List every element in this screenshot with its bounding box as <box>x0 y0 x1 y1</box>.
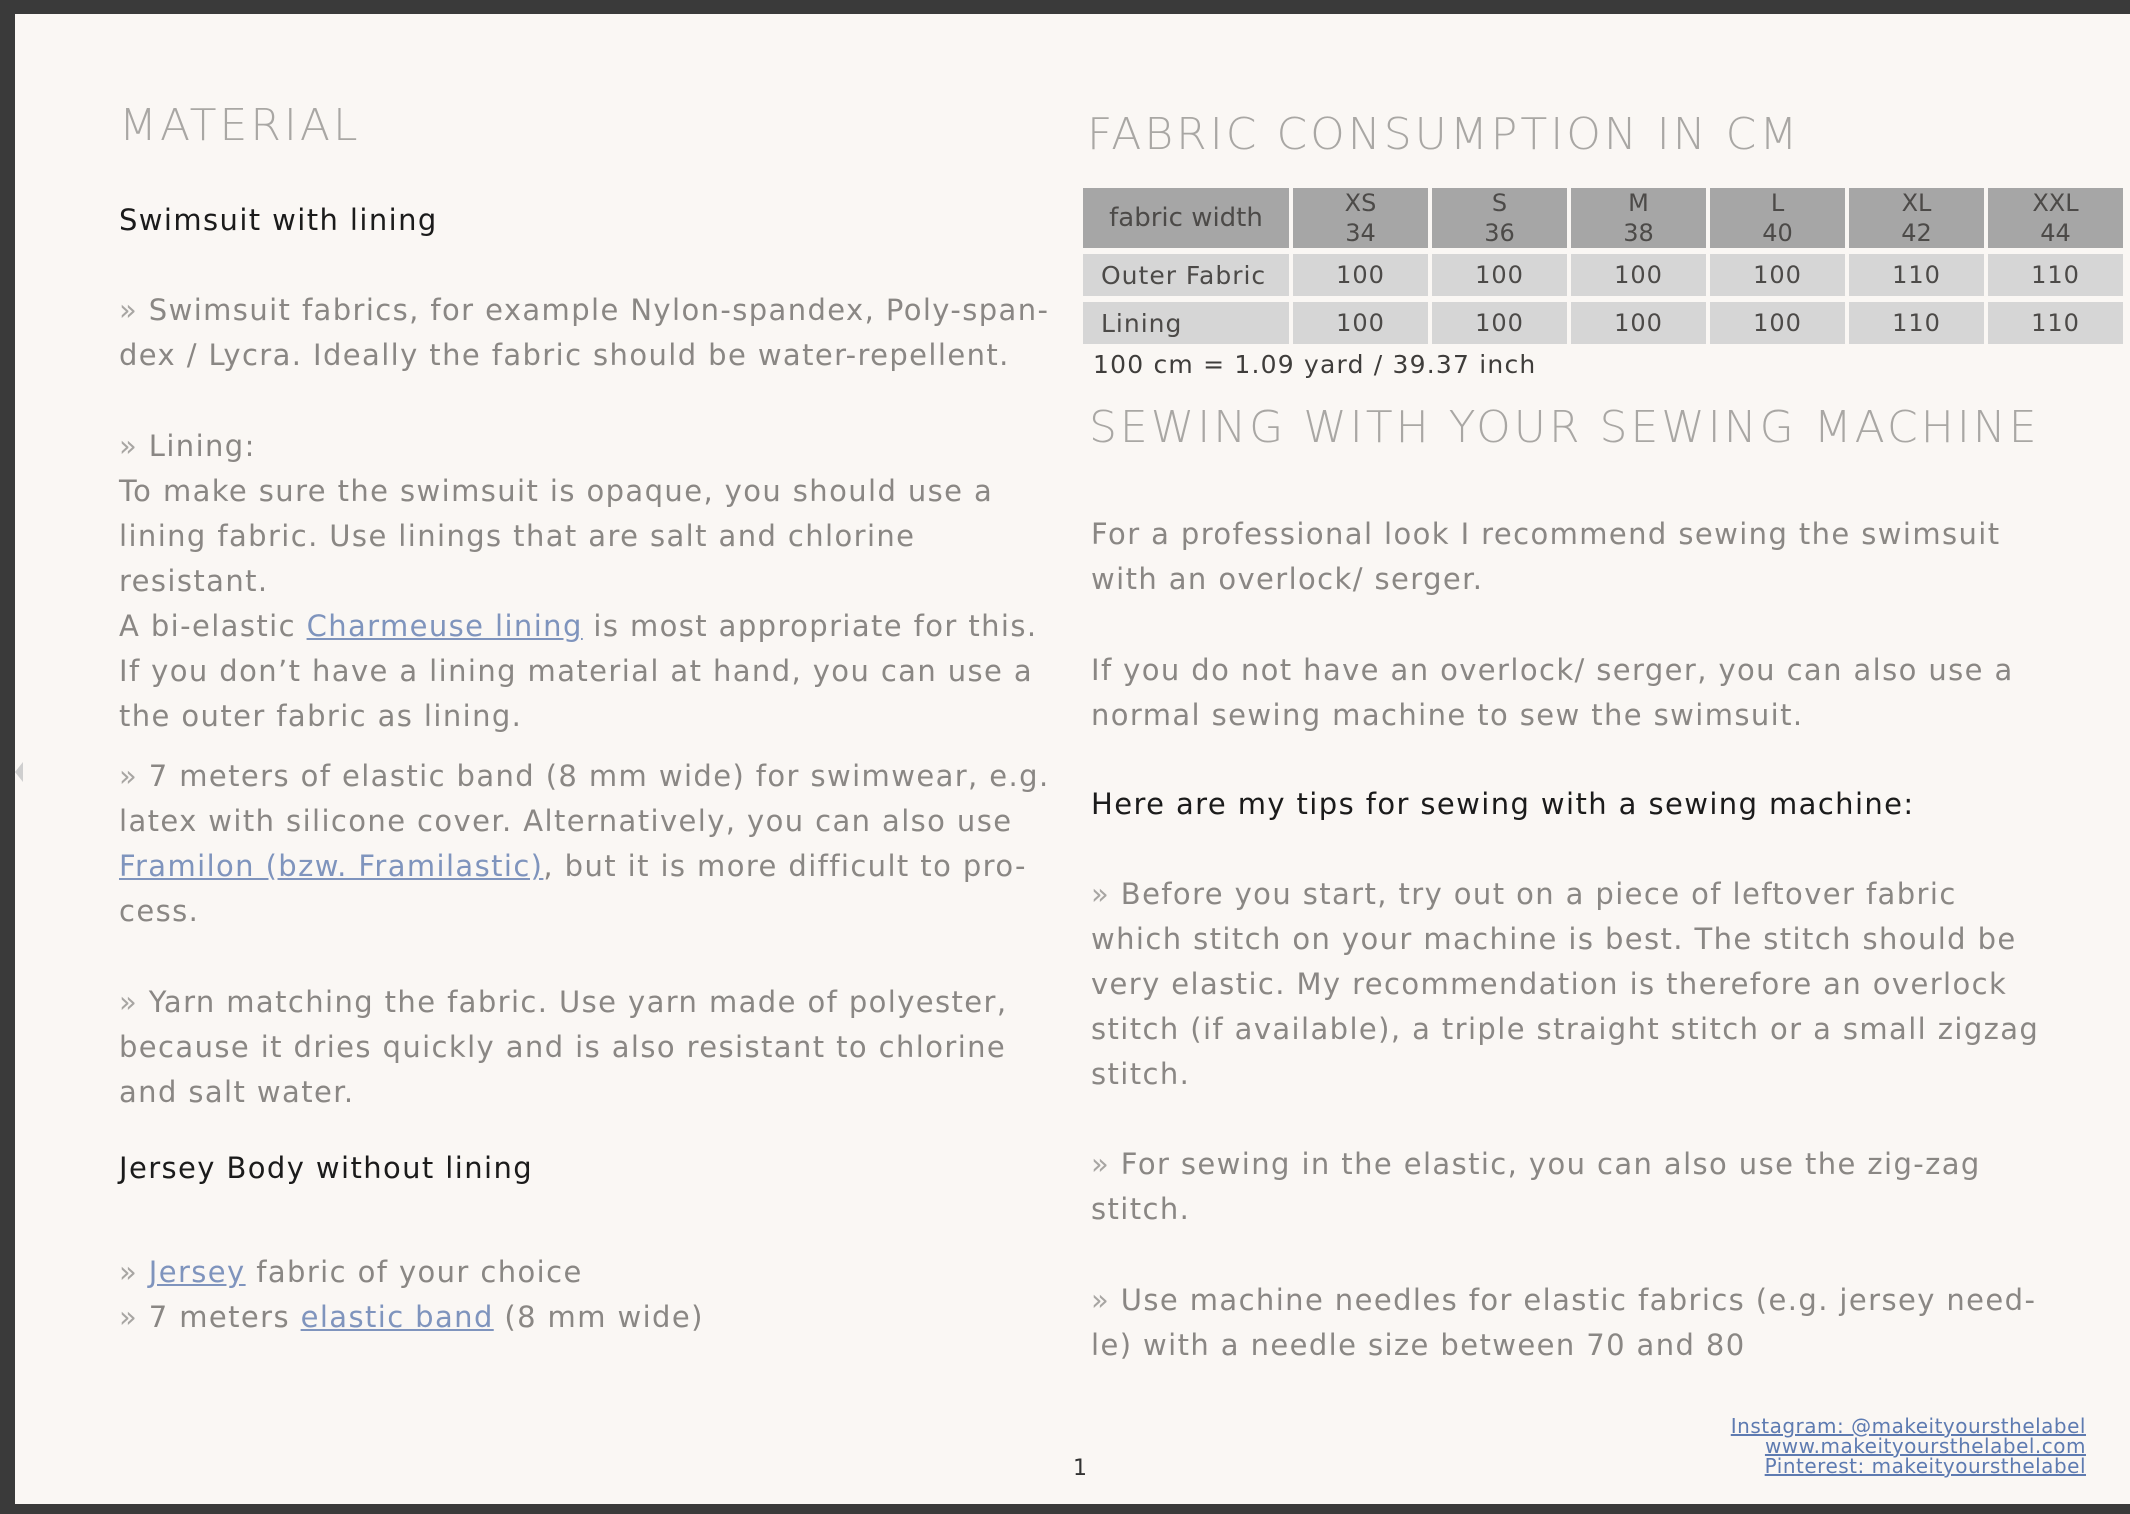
table-cell: 100 <box>1710 302 1845 344</box>
bullet-mark: » <box>119 759 139 793</box>
paragraph-line: very elastic. My recommendation is therefore an overlock <box>1091 967 2008 1001</box>
bullet-mark: » <box>119 985 139 1019</box>
size-xxl-header <box>1988 188 2123 248</box>
bullet-mark: » <box>119 1255 139 1289</box>
paragraph-line: is most appropriate for this. <box>582 609 1038 643</box>
document-page <box>15 14 2130 1504</box>
table-cell: 100 <box>1571 302 1706 344</box>
page-number: 1 <box>1073 1456 1087 1481</box>
footer-social-links <box>1731 1416 2086 1476</box>
size-m-header <box>1571 188 1706 248</box>
bullet-mark: » <box>119 429 139 463</box>
size-s-header <box>1432 188 1567 248</box>
fabric-consumption-table <box>1079 182 2127 350</box>
lining-label: Lining: <box>138 429 256 463</box>
size-label: XS <box>1344 189 1377 217</box>
table-cell: 100 <box>1432 302 1567 344</box>
paragraph-line: dex / Lycra. Ideally the fabric should be water-repellent. <box>119 338 1010 372</box>
bullet-mark: » <box>1091 1147 1111 1181</box>
table-cell: 100 <box>1293 302 1428 344</box>
sidebar-collapse-handle[interactable] <box>15 762 23 782</box>
row-label: Outer Fabric <box>1083 254 1289 296</box>
website-link[interactable]: www.makeityoursthelabel.com <box>1764 1434 2086 1458</box>
paragraph-line: Yarn matching the fabric. Use yarn made of polyester, <box>138 985 1008 1019</box>
paragraph-line: For a professional look I recommend sewing the swimsuit <box>1091 517 2001 551</box>
paragraph-line: For sewing in the elastic, you can also use the zig-zag <box>1110 1147 1981 1181</box>
paragraph-line: and salt water. <box>119 1075 355 1109</box>
size-label: XXL <box>2032 189 2079 217</box>
paragraph-line: If you don’t have a lining material at hand, you can use a <box>119 654 1034 688</box>
size-label: S <box>1491 189 1508 217</box>
table-cell: 100 <box>1432 254 1567 296</box>
paragraph-line: the outer fabric as lining. <box>119 699 523 733</box>
tips-subtitle: Here are my tips for sewing with a sewing machine: <box>1091 787 1915 821</box>
swimsuit-subtitle: Swimsuit with lining <box>119 203 438 237</box>
paragraph-line: 7 meters <box>138 1300 301 1334</box>
paragraph-yarn <box>119 980 1008 1115</box>
material-heading: MATERIAL <box>119 100 361 151</box>
paragraph-line: Use machine needles for elastic fabrics (e.g. jersey need- <box>1110 1283 2037 1317</box>
size-label: M <box>1628 189 1649 217</box>
paragraph-line: 7 meters of elastic band (8 mm wide) for swimwear, e.g. <box>138 759 1050 793</box>
unit-conversion-note: 100 cm = 1.09 yard / 39.37 inch <box>1093 350 1537 379</box>
paragraph-line: latex with silicone cover. Alternatively, you can also use <box>119 804 1013 838</box>
paragraph-line: normal sewing machine to sew the swimsuit. <box>1091 698 1804 732</box>
paragraph-tip-needles <box>1091 1278 2036 1368</box>
paragraph-normal-machine <box>1091 648 2014 738</box>
jersey-subtitle: Jersey Body without lining <box>119 1151 534 1185</box>
bullet-mark: » <box>1091 877 1111 911</box>
fabric-consumption-heading: FABRIC CONSUMPTION IN CM <box>1087 109 1801 160</box>
paragraph-line: which stitch on your machine is best. The stitch should be <box>1091 922 2017 956</box>
sewing-machine-heading: SEWING WITH YOUR SEWING MACHINE <box>1089 402 2040 453</box>
paragraph-lining <box>119 424 1065 739</box>
size-l-header <box>1710 188 1845 248</box>
size-xs-header <box>1293 188 1428 248</box>
bullet-mark: » <box>119 1300 139 1334</box>
row-label: Lining <box>1083 302 1289 344</box>
paragraph-line: To make sure the swimsuit is opaque, you should use a <box>119 474 994 508</box>
paragraph-tip-elastic <box>1091 1142 1981 1232</box>
size-number: 34 <box>1345 219 1376 247</box>
paragraph-line: with an overlock/ serger. <box>1091 562 1484 596</box>
paragraph-jersey-list <box>119 1250 704 1340</box>
paragraph-line: stitch (if available), a triple straight stitch or a small zigzag <box>1091 1012 2040 1046</box>
paragraph-line: because it dries quickly and is also resistant to chlorine <box>119 1030 1007 1064</box>
table-cell: 110 <box>1849 254 1984 296</box>
size-number: 40 <box>1762 219 1793 247</box>
table-row <box>1083 254 2123 296</box>
charmeuse-lining-link[interactable]: Charmeuse lining <box>306 609 583 643</box>
size-number: 42 <box>1901 219 1932 247</box>
paragraph-line: , but it is more difficult to pro- <box>543 849 1027 883</box>
table-row <box>1083 302 2123 344</box>
table-cell: 110 <box>1988 302 2123 344</box>
table-cell: 110 <box>1849 302 1984 344</box>
paragraph-line: stitch. <box>1091 1192 1191 1226</box>
table-header-row <box>1083 188 2123 248</box>
size-number: 38 <box>1623 219 1654 247</box>
size-number: 36 <box>1484 219 1515 247</box>
paragraph-line: le) with a needle size between 70 and 80 <box>1091 1328 1746 1362</box>
paragraph-overlock <box>1091 512 2001 602</box>
instagram-link[interactable]: Instagram: @makeityoursthelabel <box>1730 1414 2086 1438</box>
table-corner-cell: fabric width <box>1083 188 1289 248</box>
elastic-band-link[interactable]: elastic band <box>300 1300 494 1334</box>
bullet-mark: » <box>119 293 139 327</box>
size-xl-header <box>1849 188 1984 248</box>
paragraph-line: Before you start, try out on a piece of leftover fabric <box>1110 877 1957 911</box>
table-cell: 110 <box>1988 254 2123 296</box>
paragraph-line: lining fabric. Use linings that are salt and chlorine resistant. <box>119 519 916 598</box>
table-cell: 100 <box>1710 254 1845 296</box>
paragraph-line: (8 mm wide) <box>493 1300 704 1334</box>
paragraph-tip-stitch <box>1091 872 2039 1097</box>
framilon-link[interactable]: Framilon (bzw. Framilastic) <box>119 849 544 883</box>
pinterest-link[interactable]: Pinterest: makeityoursthelabel <box>1764 1454 2086 1478</box>
size-label: L <box>1770 189 1785 217</box>
table-cell: 100 <box>1571 254 1706 296</box>
paragraph-elastic-band <box>119 754 1050 934</box>
size-number: 44 <box>2040 219 2071 247</box>
paragraph-line: A bi-elastic <box>119 609 307 643</box>
paragraph-line: If you do not have an overlock/ serger, you can also use a <box>1091 653 2014 687</box>
paragraph-line: cess. <box>119 894 200 928</box>
table-cell: 100 <box>1293 254 1428 296</box>
jersey-link[interactable]: Jersey <box>148 1255 246 1289</box>
bullet-mark: » <box>1091 1283 1111 1317</box>
paragraph-line: stitch. <box>1091 1057 1191 1091</box>
paragraph-swimsuit-fabrics <box>119 288 1049 378</box>
size-label: XL <box>1901 189 1932 217</box>
paragraph-line: fabric of your choice <box>245 1255 583 1289</box>
paragraph-line: Swimsuit fabrics, for example Nylon-spandex, Poly-span- <box>138 293 1050 327</box>
